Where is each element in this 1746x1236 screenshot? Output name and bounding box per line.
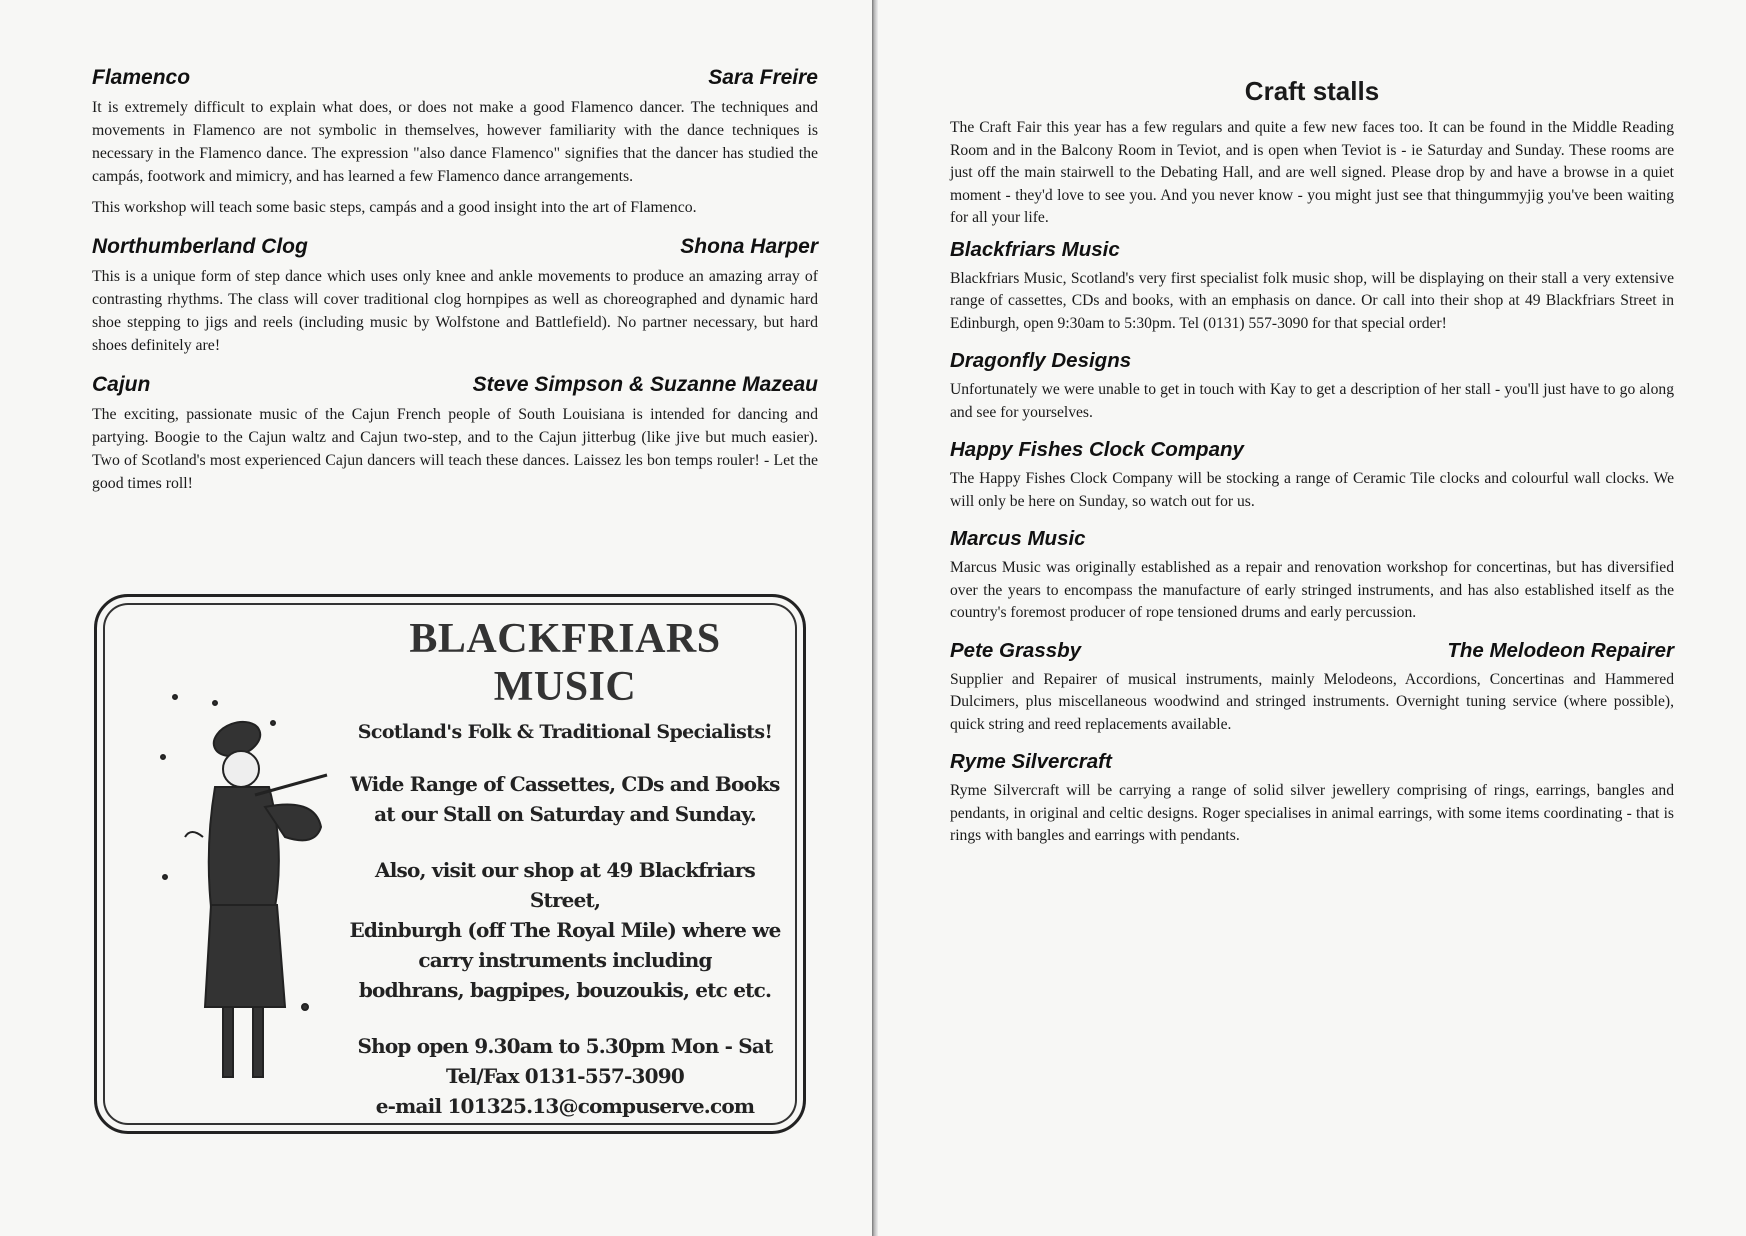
workshop-description: The exciting, passionate music of the Cajun French people of South Louisiana is intended for dancing and partying. Boogie to the Cajun waltz and Cajun two-step, and to the Cajun jitterbug (like jive but much easier). Two of Scotland's most experienced Cajun dancers will teach these dances. Laissez les bon temps rouler! - Let the good times roll!: [92, 406, 818, 492]
page-title: Craft stalls: [1244, 76, 1380, 106]
stall-description: Unfortunately we were unable to get in touch with Kay to get a description of her stall - you'll just have to go along and see for yourselves.: [950, 381, 1674, 421]
stall-section: [950, 349, 1674, 424]
flamenco-section: [92, 66, 818, 219]
stall-description: Ryme Silvercraft will be carrying a range of solid silver jewellery comprising of rings, earrings, bangles and pendants, in original and celtic designs. Roger specialises in animal earrings, with some items coordinating - that is rings with bangles and earrings with pendants.: [950, 782, 1674, 844]
stall-name: Pete Grassby: [950, 638, 1082, 662]
stall-description: Supplier and Repairer of musical instruments, mainly Melodeons, Accordions, Concertinas and Hammered Dulcimers, plus miscellaneous woodwind and stringed instruments. Overnight tuning service (where possible), quick string and reed replacements available.: [950, 670, 1674, 733]
stall-section: [950, 527, 1674, 625]
blackfriars-advert: [94, 594, 806, 1134]
stall-name: Ryme Silvercraft: [950, 750, 1112, 773]
section-heading: [92, 373, 818, 397]
cajun-section: [92, 373, 818, 495]
stall-heading: [950, 750, 1674, 774]
fiddler-illustration: [145, 677, 335, 1097]
section-heading: [92, 66, 818, 90]
stall-description: The Happy Fishes Clock Company will be stocking a range of Ceramic Tile clocks and colourful wall clocks. We will only be here on Sunday, so watch out for us.: [950, 470, 1674, 510]
stall-heading: [950, 527, 1674, 551]
stall-heading: [950, 349, 1674, 373]
stall-name: Blackfriars Music: [950, 237, 1120, 261]
advert-stall-info: Wide Range of Cassettes, CDs and Books at our Stall on Saturday and Sunday.: [350, 772, 780, 826]
advert-email: e-mail 101325.13@compuserve.com: [375, 1094, 755, 1118]
stall-heading: [950, 238, 1674, 262]
stall-section: [950, 238, 1674, 336]
workshop-teacher: Sara Freire: [708, 66, 818, 89]
stall-section: [950, 438, 1674, 513]
stall-section: [950, 750, 1674, 848]
workshop-teacher: Shona Harper: [680, 235, 818, 258]
stall-name: Happy Fishes Clock Company: [950, 438, 1244, 461]
advert-contact-info: Shop open 9.30am to 5.30pm Mon - Sat Tel/Fax 0131-557-3090 e-mail 101325.13@compuserve.com: [345, 1031, 785, 1121]
stall-name: Dragonfly Designs: [950, 349, 1132, 372]
workshop-title: Cajun: [92, 373, 151, 396]
workshop-description: This is a unique form of step dance which uses only knee and ankle movements to produce an amazing array of contrasting rhythms. The class will cover traditional clog hornpipes as well as choreographed and dynamic hard shoe stepping to jigs and reels (including music by Wolfstone and Battlefield). No partner necessary, but hard shoes definitely are!: [92, 268, 818, 354]
advert-shop-info: Also, visit our shop at 49 Blackfriars Street, Edinburgh (off The Royal Mile) where we carry instruments including bodhrans, bagpipes, bouzoukis, etc etc.: [349, 858, 781, 1002]
stall-description: Marcus Music was originally established as a repair and renovation workshop for concertinas, but has diversified over the years to encompass the manufacture of early stringed instruments, and has also established itself as the country's foremost producer of rope tensioned drums and early percussion.: [950, 559, 1674, 621]
advert-subtitle: Scotland's Folk & Traditional Specialists!: [357, 721, 773, 743]
craft-intro: The Craft Fair this year has a few regulars and quite a few new faces too. It can be found in the Middle Reading Room and in the Balcony Room in Teviot, and is open when Teviot is - ie Saturday and Sunday. These rooms are just off the main stairwell to the Debating Hall, and are well signed. Please drop by and have a browse in a quiet moment - they'd love to see you. And you never know - you might just see that thingummyjig you've been waiting for all your life.: [950, 119, 1674, 226]
workshop-description: It is extremely difficult to explain what does, or does not make a good Flamenco dancer. The techniques and movements in Flamenco are not symbolic in themselves, however familiarity with the dance techniques is necessary in the Flamenco dance. The expression "also dance Flamenco" signifies that the dancer has studied the campás, footwork and mimicry, and has learned a few Flamenco dance arrangements.: [92, 99, 818, 185]
clog-section: [92, 235, 818, 357]
stall-description: Blackfriars Music, Scotland's very first specialist folk music shop, will be displaying on their stall a very extensive range of cassettes, CDs and books, with an emphasis on dance. Or call into their shop at 49 Blackfriars Street in Edinburgh, open 9:30am to 5:30pm. Tel (0131) 557-3090 for that special order!: [950, 269, 1674, 332]
right-column: [950, 76, 1674, 862]
stall-heading: [950, 639, 1674, 663]
stall-heading: [950, 438, 1674, 462]
workshop-title: Northumberland Clog: [92, 235, 308, 258]
left-column: [92, 66, 818, 511]
workshop-title: Flamenco: [92, 66, 191, 89]
workshop-description: This workshop will teach some basic steps, campás and a good insight into the art of Flamenco.: [92, 199, 697, 216]
section-heading: [92, 235, 818, 259]
advert-title: BLACKFRIARS MUSIC: [409, 616, 721, 710]
stall-aside: The Melodeon Repairer: [1447, 638, 1674, 662]
workshop-teacher: Steve Simpson & Suzanne Mazeau: [472, 373, 818, 396]
stall-section: [950, 639, 1674, 737]
stall-name: Marcus Music: [950, 527, 1086, 550]
advert-text: [345, 615, 785, 1147]
